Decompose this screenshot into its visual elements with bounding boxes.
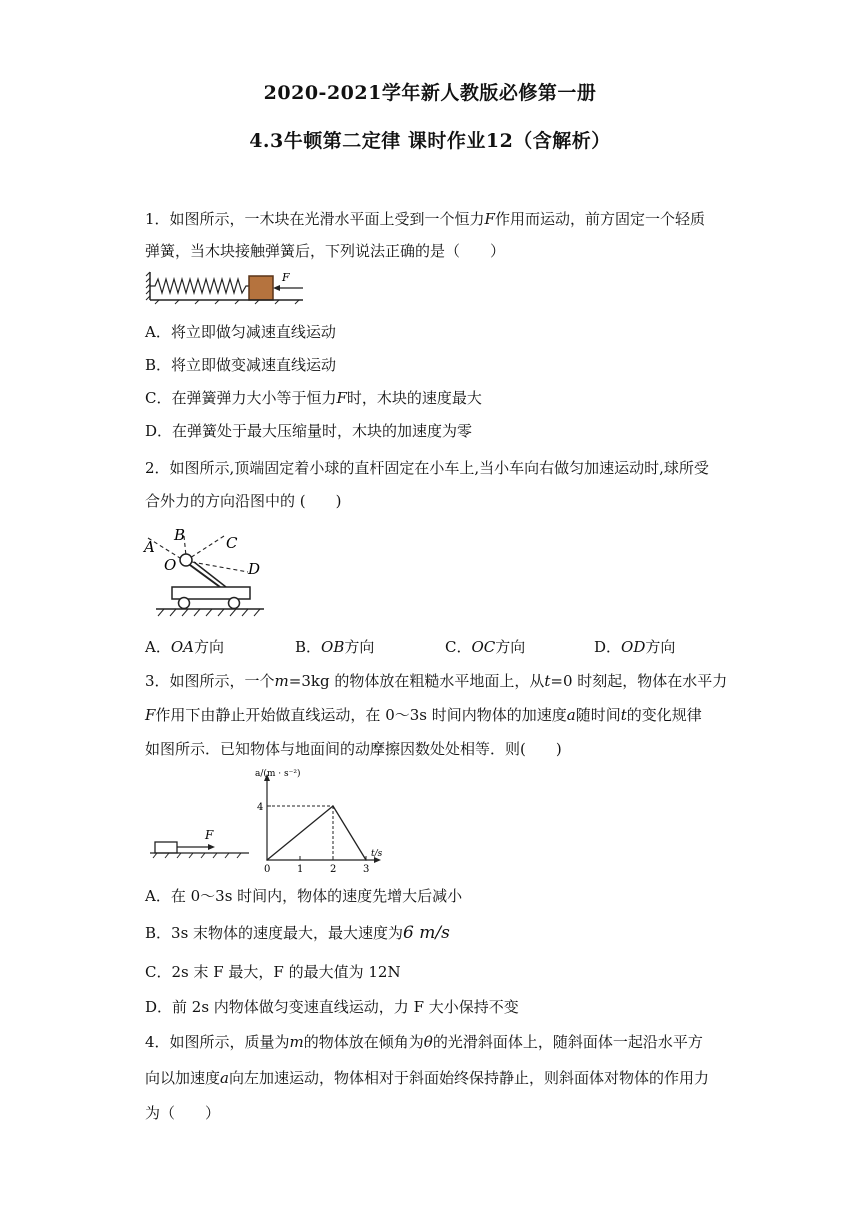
label-O: O [164,556,177,574]
q1-option-c [145,387,482,408]
q1-text: 1．如图所示，一木块在光滑水平面上受到一个恒力 [145,210,485,228]
q3-stem-line2 [145,704,702,725]
cart-wheel-left [179,598,190,609]
q3-text: 作用下由静止开始做直线运动，在 0～3s 时间内物体的加速度 [155,706,567,724]
q1-option-d: D．在弹簧处于最大压缩量时，木块的加速度为零 [145,422,473,440]
q3-var-a: a [566,706,576,724]
q1-option-c-text: C．在弹簧弹力大小等于恒力 [145,389,337,407]
force-label: F [282,271,290,284]
ground [156,609,264,616]
x-tick-label: 2 [330,864,337,874]
q2-option-a-suffix: 方向 [193,638,224,656]
q2-option-c-suffix: 方向 [495,638,526,656]
q3-var-t: t [620,706,627,724]
x-tick-label: 3 [363,864,370,874]
q2-option-d-suffix: 方向 [645,638,676,656]
wooden-block [249,276,273,300]
label-B: B [174,526,186,544]
wall-hatch [146,272,150,300]
force-label: F [205,828,214,842]
q3-option-b-text: B．3s 末物体的速度最大，最大速度为 [145,924,404,942]
q2-option-c [445,636,525,657]
q1-option-c-var: F [336,389,347,407]
q4-text: 向左加速运动，物体相对于斜面始终保持静止，则斜面体对物体的作用力 [228,1069,709,1087]
q3-text: 的变化规律 [626,706,702,724]
q2-option-b [295,636,374,657]
q2-option-b-suffix: 方向 [344,638,375,656]
x-axis-label: t/s [371,849,383,859]
q3-text: 3．如图所示，一个 [145,672,275,690]
doc-title-line1: 2020-2021学年新人教版必修第一册 [263,82,597,104]
q3-option-b [145,922,450,943]
q3-block-diagram [150,828,249,858]
q2-option-c-var: OC [471,638,496,656]
q4-var-a: a [220,1069,229,1087]
y-tick-label: 4 [257,802,264,813]
ball [180,554,192,566]
q2-option-d [594,636,675,657]
q2-option-b-var: OB [321,638,345,656]
q3-option-c: C．2s 末 F 最大，F 的最大值为 12N [145,963,401,981]
q4-text: 向以加速度 [145,1069,221,1087]
q1-option-a: A．将立即做匀减速直线运动 [145,323,336,341]
cart-wheel-right [229,598,240,609]
data-point [332,805,334,807]
q3-figure [145,768,390,874]
label-D: D [248,560,261,578]
y-axis-label: a/(m · s⁻²) [255,769,301,779]
q2-stem-line1: 2．如图所示,顶端固定着小球的直杆固定在小车上,当小车向右做匀加速运动时,球所受 [145,459,709,477]
q4-stem-line2 [145,1067,709,1088]
x-tick-label: 0 [264,864,271,874]
q3-stem-line3: 如图所示．已知物体与地面间的动摩擦因数处处相等．则( ) [145,740,562,758]
q4-text: 的光滑斜面体上，随斜面体一起沿水平方 [432,1033,703,1051]
q1-var-F: F [484,210,495,228]
series-segment [267,806,333,860]
q1-stem-line2: 弹簧，当木块接触弹簧后，下列说法正确的是（ ） [145,242,506,260]
ground [150,300,303,304]
q2-option-d-prefix: D． [594,638,622,656]
q2-option-a-var: OA [170,638,194,656]
x-tick-label: 1 [297,864,304,874]
q1-option-b: B．将立即做变减速直线运动 [145,356,337,374]
q4-text: 的物体放在倾角为 [303,1033,424,1051]
q1-stem-line1 [145,208,705,229]
doc-title-line2: 4.3牛顿第二定律 课时作业12（含解析） [249,130,611,152]
q3-text: =3kg 的物体放在粗糙水平地面上，从 [288,672,545,690]
q2-option-b-prefix: B． [295,638,322,656]
q2-cart-figure [140,524,265,622]
q4-stem-line3: 为（ ） [145,1104,221,1122]
series-segment [333,806,366,860]
label-A: A [144,538,155,556]
q3-stem-line1 [145,670,727,691]
q2-option-a-prefix: A． [145,638,171,656]
rod [190,565,220,587]
data-point [266,859,268,861]
q4-text: 4．如图所示，质量为 [145,1033,290,1051]
q2-option-a [145,636,224,657]
q3-option-d: D．前 2s 内物体做匀变速直线运动，力 F 大小保持不变 [145,998,519,1016]
q4-stem-line1 [145,1031,703,1052]
q3-option-a: A．在 0～3s 时间内，物体的速度先增大后减小 [145,887,463,905]
q3-var-t: t [544,672,551,690]
q3-var-m: m [274,672,289,690]
q2-stem-line2: 合外力的方向沿图中的 ( ) [145,492,342,510]
q2-option-d-var: OD [621,638,646,656]
q2-option-c-prefix: C． [445,638,472,656]
spring [150,279,249,293]
q1-option-c-text: 时，木块的速度最大 [346,389,482,407]
label-C: C [226,534,238,552]
block [155,842,177,853]
data-point [365,859,367,861]
q3-text: =0 时刻起，物体在水平力 [550,672,728,690]
q3-text: 随时间 [575,706,621,724]
q3-graph [255,768,383,874]
q4-var-theta: θ [423,1033,433,1051]
q4-var-m: m [289,1033,304,1051]
q1-text: 作用而运动，前方固定一个轻质 [494,210,705,228]
q3-option-b-math: 6 m/s [403,923,450,943]
q1-spring-block-figure [145,268,305,308]
q3-var-F: F [145,706,156,724]
